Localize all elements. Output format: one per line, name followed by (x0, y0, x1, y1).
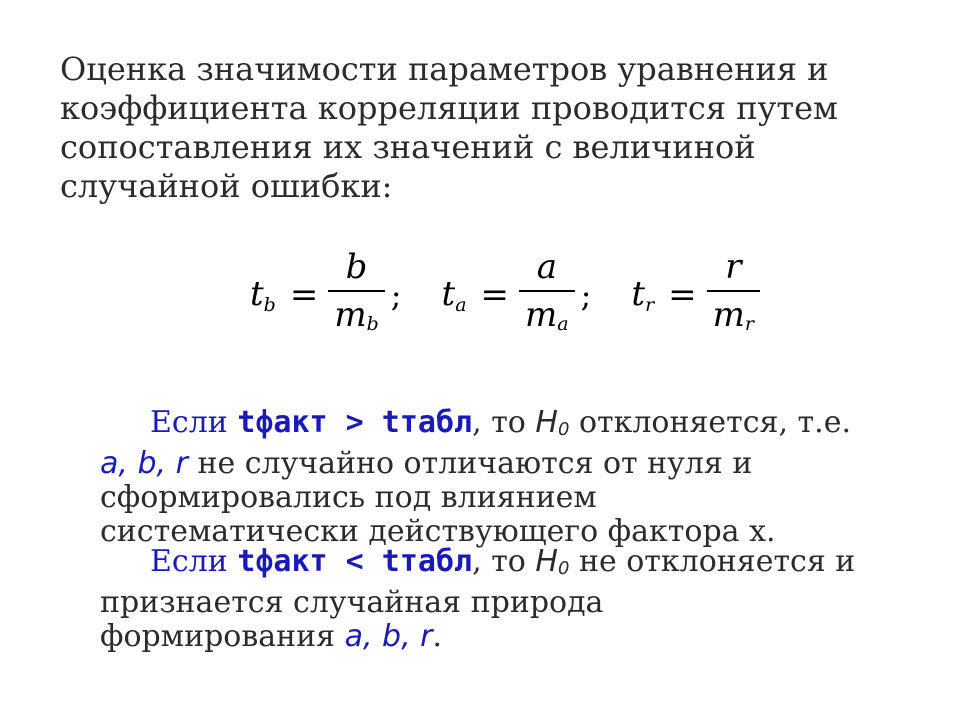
paragraph-reject (100, 406, 900, 549)
numerator: b (345, 246, 368, 287)
then-word: , то (472, 405, 526, 440)
paragraph-accept (100, 545, 900, 654)
intro-text (60, 50, 880, 206)
then-word: , то (472, 544, 526, 579)
fraction (707, 248, 760, 343)
hypothesis-h0: $H_0$ (535, 405, 570, 440)
equals-sign: = (289, 275, 319, 315)
paragraph-line: сформировались под влиянием (100, 480, 597, 515)
formula-tr (631, 248, 760, 343)
paragraph-line (100, 620, 900, 654)
hypothesis-h0: $H_0$ (535, 544, 570, 579)
intro-line: Оценка значимости параметров уравнения и (60, 50, 829, 88)
separator: ; (580, 276, 592, 314)
formula-lhs: $t_a$ (441, 274, 467, 316)
params-abr: a, b, r (100, 446, 188, 481)
numerator: a (536, 246, 557, 287)
fraction (328, 248, 384, 343)
denominator: $m_r$ (707, 290, 760, 343)
formula-ta (442, 248, 632, 343)
condition: tфакт < tтабл (237, 544, 473, 579)
denominator: $m_a$ (519, 290, 575, 343)
formula-tb (250, 248, 442, 343)
paragraph-text: не случайно отличаются от нуля и (187, 446, 753, 481)
formula-lhs: $t_r$ (631, 274, 655, 316)
paragraph-text: не отклоняется и (569, 544, 856, 579)
paragraph-line: систематически действующего фактора х. (100, 514, 776, 549)
equals-sign: = (668, 275, 697, 315)
intro-line: коэффициента корреляции проводится путем (60, 89, 838, 127)
paragraph-text: отклоняется, т.е. (569, 405, 851, 440)
paragraph-text: . (432, 619, 443, 654)
if-word: Если (150, 544, 228, 579)
intro-line: случайной ошибки: (60, 167, 393, 205)
paragraph-text: формирования (100, 619, 345, 654)
numerator: r (725, 246, 742, 287)
if-word: Если (150, 405, 228, 440)
formula-row (250, 246, 760, 340)
paragraph-line (100, 406, 900, 447)
formula-lhs: $t_b$ (250, 274, 276, 316)
params-abr: a, b, r (344, 619, 433, 654)
condition: tфакт > tтабл (237, 405, 473, 440)
paragraph-line: признается случайная природа (100, 585, 604, 620)
paragraph-line (100, 545, 900, 586)
denominator: $m_b$ (328, 290, 384, 343)
paragraph-line (100, 447, 900, 481)
equals-sign: = (480, 275, 510, 315)
intro-line: сопоставления их значений с величиной (60, 128, 756, 166)
fraction (519, 248, 575, 343)
separator: ; (390, 276, 402, 314)
